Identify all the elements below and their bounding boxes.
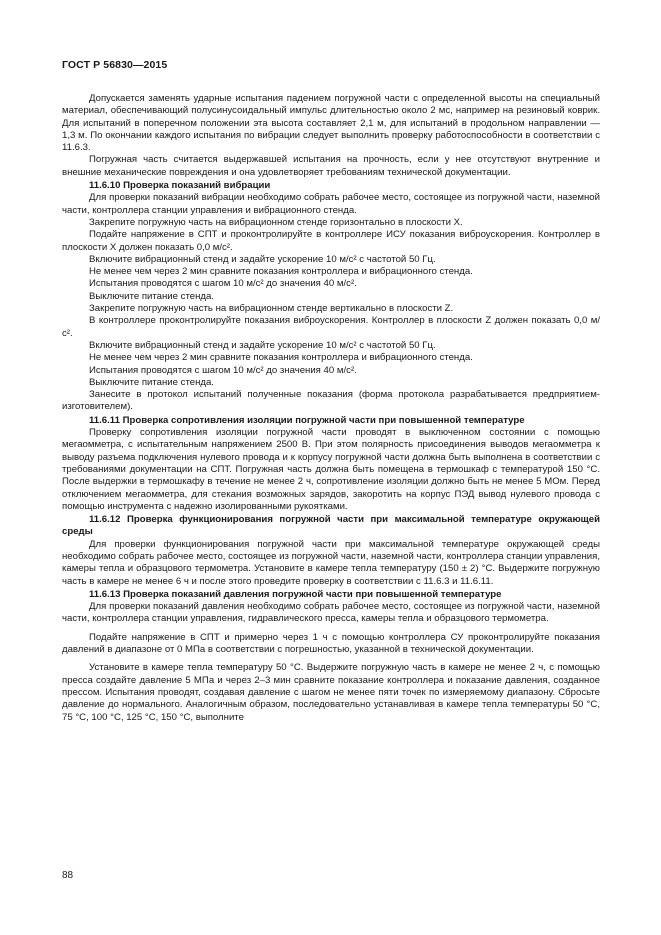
paragraph: Закрепите погружную часть на вибрационном стенде горизонтально в плоскости X. — [89, 216, 463, 228]
paragraph: Не менее чем через 2 мин сравните показания контроллера и вибрационного стенда. — [89, 266, 473, 278]
document-body — [62, 93, 600, 724]
paragraph: Выключите питание стенда. — [89, 290, 214, 302]
paragraph: Подайте напряжение в СПТ и примерно через 1 ч с помощью контроллера СУ проконтролируйте показания давлений в диапазоне от 0 МПа в соответствии с погрешностью, указанной в технической документации. — [62, 631, 600, 656]
section-heading: 11.6.11 Проверка сопротивления изоляции погружной части при повышенной температуре — [89, 414, 525, 426]
paragraph: В контроллере проконтролируйте показания виброускорения. Контроллер в плоскости Z должен показать 0,0 м/с². — [62, 315, 600, 339]
paragraph: Для проверки функционирования погружной части при максимальной температуре окружающей среды необходимо собрать рабочее место, состоящее из погружной части, наземной части, контроллера станции управления, камеры тепла и образцового термометра. Установите в камере тепла температуру (150 ± 2) °С. Выдержите погружную часть в камере не менее 6 ч и после этого проведите проверку в соответствии с 11.6.3 и 11.6.11. — [62, 538, 600, 587]
section-heading: 11.6.10 Проверка показаний вибрации — [89, 180, 271, 192]
paragraph: Испытания проводятся с шагом 10 м/с² до значения 40 м/с². — [89, 364, 357, 376]
page-number: 88 — [62, 870, 74, 881]
paragraph: Допускается заменять ударные испытания падением погружной части с определенной высоты на специальный материал, обеспечивающий полусинусоидальный импульс длительностью около 2 мс, например на резиновый коврик. Для испытаний в поперечном положении эта высота составляет 2,1 м, для испытаний в продольном направлении — 1,3 м. По окончании каждого испытания по вибрации следует выполнить проверку работоспособности в соответствии с 11.6.3. — [62, 93, 600, 154]
paragraph: Испытания проводятся с шагом 10 м/с² до значения 40 м/с². — [89, 278, 357, 290]
paragraph: Установите в камере тепла температуру 50 °С. Выдержите погружную часть в камере не менее 2 ч, с помощью пресса создайте давление 5 МПа и через 2–3 мин сравните показание контроллера и показание давления, созданное прессом. Испытания проводят, создавая давление с шагом не менее пяти точек по измеряемому диапазону. Сбросьте давление до нормального. Аналогичным образом, последовательно устанавливая в камере тепла температуры 50 °С, 75 °С, 100 °С, 125 °С, 150 °С, выполните — [62, 662, 600, 723]
paragraph: Погружная часть считается выдержавшей испытания на прочность, если у нее отсутствуют внутренние и внешние механические повреждения и она удовлетворяет требованиям технической документации. — [62, 154, 600, 178]
paragraph: Включите вибрационный стенд и задайте ускорение 10 м/с² с частотой 50 Гц. — [89, 253, 436, 265]
paragraph: Закрепите погружную часть на вибрационном стенде вертикально в плоскости Z. — [89, 303, 454, 315]
paragraph: Включите вибрационный стенд и задайте ускорение 10 м/с² с частотой 50 Гц. — [89, 339, 436, 351]
section-heading: 11.6.12 Проверка функционирования погружной части при максимальной температуре окружающей среды — [62, 514, 600, 538]
paragraph: Для проверки показаний давления необходимо собрать рабочее место, состоящее из погружной части, наземной части, контроллера станции управления, гидравлического пресса, камеры тепла и образцового термометра. — [62, 601, 600, 625]
paragraph: Проверку сопротивления изоляции погружной части проводят в выключенном состоянии с помощью мегаомметра, с испытательным напряжением 2500 В. При этом полярность присоединения выводов мегаомметра к выводу разъема подключения нулевого провода и к корпусу погружной части должна быть выполнена в соответствии с требованиями документации на СПТ. Погружная часть должна быть помещена в термошкаф с температурой 150 °С. После выдержки в термошкафу в течение не менее 2 ч, сопротивление изоляции должно быть не менее 5 МОм. Перед отключением мегаомметра, для стекания возможных зарядов, закоротить на корпус ПЭД вывод нулевого провода с помощью инструмента с надежно изолированными рукоятками. — [62, 427, 600, 512]
paragraph: Для проверки показаний вибрации необходимо собрать рабочее место, состоящее из погружной части, наземной части, контроллера станции управления и вибрационного стенда. — [62, 192, 600, 216]
document-header: ГОСТ Р 56830—2015 — [62, 59, 168, 71]
paragraph: Не менее чем через 2 мин сравните показания контроллера и вибрационного стенда. — [89, 352, 473, 364]
section-heading: 11.6.13 Проверка показаний давления погружной части при повышенной температуре — [89, 588, 502, 600]
paragraph: Выключите питание стенда. — [89, 376, 214, 388]
paragraph: Занесите в протокол испытаний полученные показания (форма протокола разрабатывается предприятием-изготовителем). — [62, 389, 600, 413]
paragraph: Подайте напряжение в СПТ и проконтролируйте в контроллере ИСУ показания виброускорения. Контроллер в плоскости X должен показать 0,0 м/с². — [62, 229, 600, 253]
